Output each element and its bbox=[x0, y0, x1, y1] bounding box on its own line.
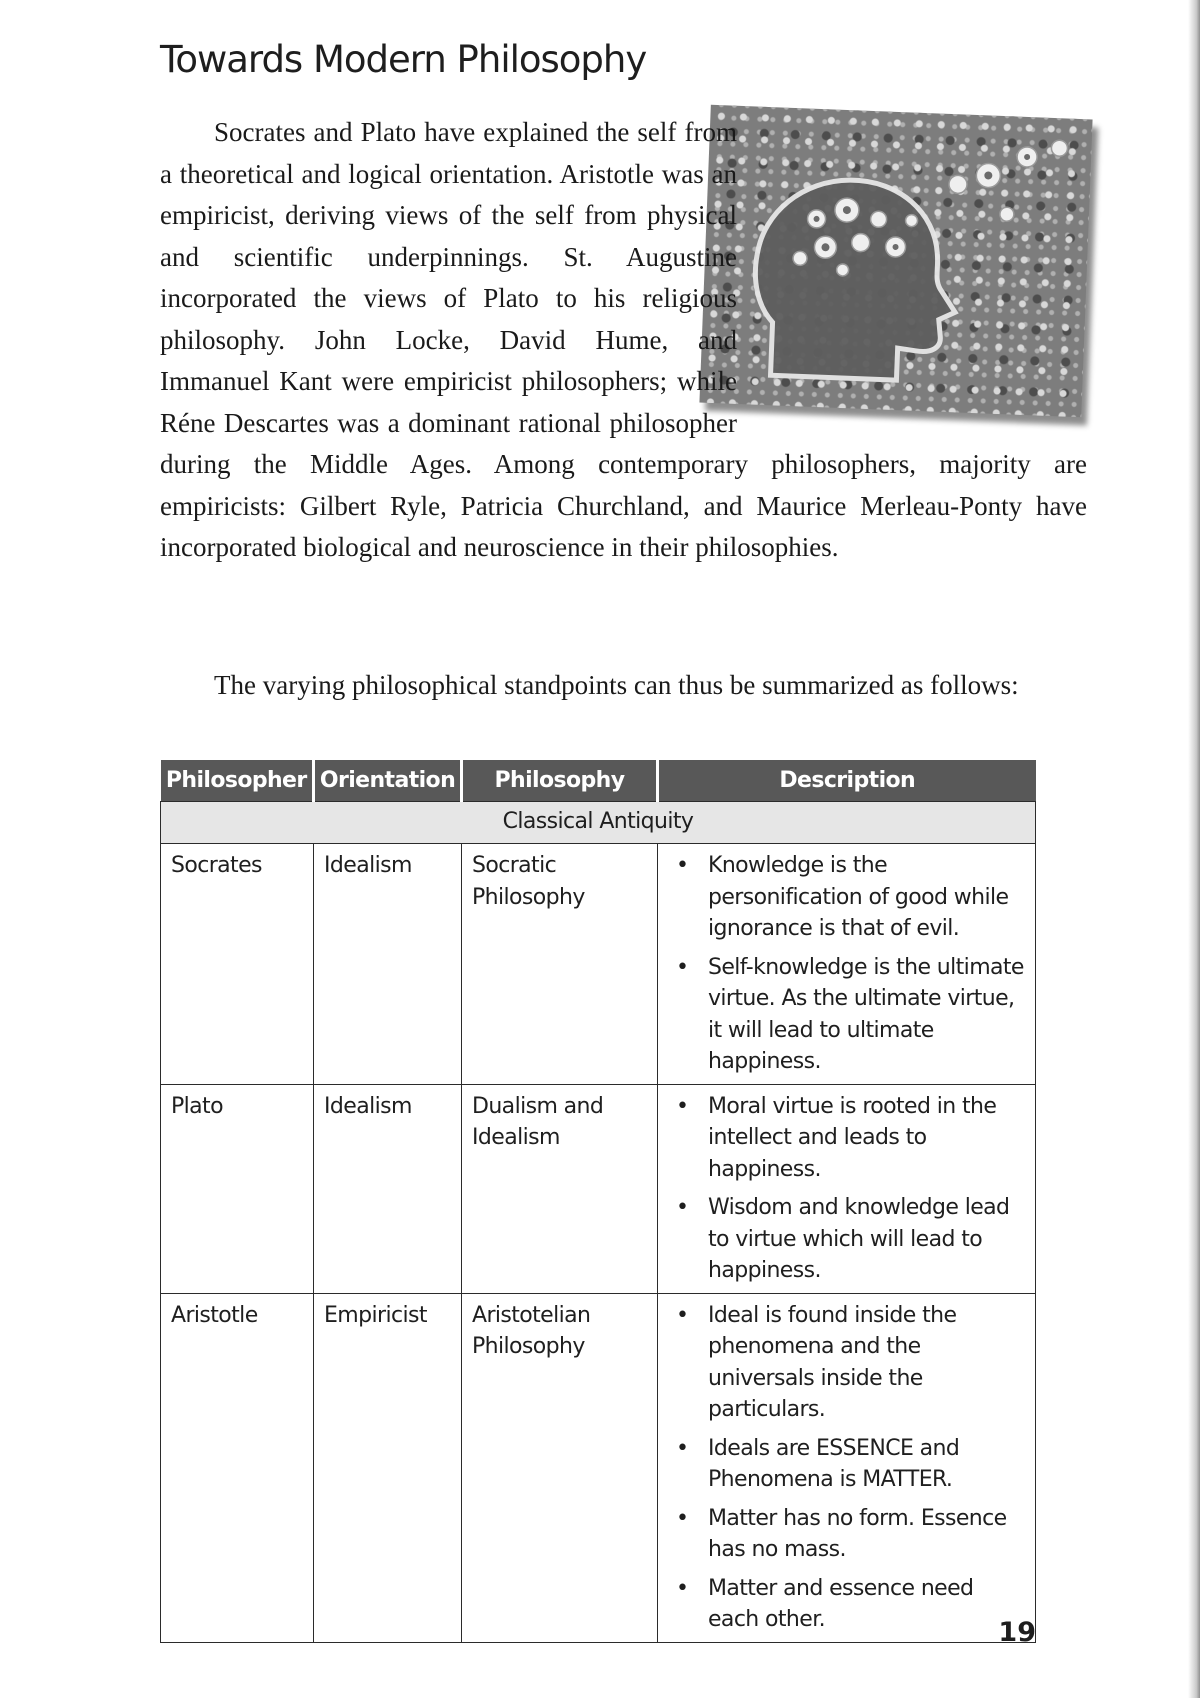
description-list bbox=[668, 850, 1025, 1078]
table-row bbox=[161, 1293, 1036, 1642]
description-text: Matter and essence need each other. bbox=[708, 1575, 974, 1632]
list-item bbox=[668, 1433, 1025, 1496]
description-text: Ideal is found inside the phenomena and the universals inside the particulars. bbox=[708, 1302, 957, 1422]
philosophers-summary-table bbox=[160, 760, 1036, 1643]
bullet-icon: • bbox=[676, 1575, 689, 1601]
list-item bbox=[668, 1573, 1025, 1636]
cell-philosopher: Plato bbox=[161, 1084, 314, 1293]
intro-paragraph bbox=[160, 112, 1087, 569]
header-orientation: Orientation bbox=[314, 760, 462, 802]
page-number: 19 bbox=[998, 1617, 1036, 1648]
summary-intro-paragraph bbox=[160, 665, 1034, 707]
page-title: Towards Modern Philosophy bbox=[160, 38, 647, 81]
description-text: Wisdom and knowledge lead to virtue which will lead to happiness. bbox=[708, 1195, 1010, 1283]
cell-description bbox=[658, 1293, 1036, 1642]
cell-philosopher: Aristotle bbox=[161, 1293, 314, 1642]
header-philosophy: Philosophy bbox=[462, 760, 658, 802]
intro-paragraph-text: Socrates and Plato have explained the self from a theoretical and logical orientation. Aristotle was an empiricist, deriving views of the self from physical and scientific underpinnings. St. Augustine incorporated the views of Plato to his religious philosophy. John Locke, David Hume, and Immanuel Kant were empiricist philosophers; while Réne Descartes was a dominant rational philosopher during the Middle Ages. Among contemporary philosophers, majority are empiricists: Gilbert Ryle, Patricia Churchland, and Maurice Merleau-Ponty have incorporated biological and neuroscience in their philosophies. bbox=[160, 117, 1087, 562]
description-text: Moral virtue is rooted in the intellect and leads to happiness. bbox=[708, 1093, 997, 1182]
list-item bbox=[668, 1503, 1025, 1566]
description-list bbox=[668, 1091, 1025, 1287]
list-item bbox=[668, 952, 1025, 1078]
list-item bbox=[668, 1192, 1025, 1287]
header-description: Description bbox=[658, 760, 1036, 802]
cell-philosopher: Socrates bbox=[161, 844, 314, 1085]
bullet-icon: • bbox=[676, 853, 689, 878]
list-item bbox=[668, 1091, 1025, 1186]
bullet-icon: • bbox=[676, 1195, 689, 1220]
bullet-icon: • bbox=[676, 1302, 689, 1328]
cell-philosophy: Dualism and Idealism bbox=[462, 1084, 658, 1293]
bullet-icon: • bbox=[676, 1505, 689, 1531]
summary-intro-text: The varying philosophical standpoints can thus be summarized as follows: bbox=[214, 670, 1019, 700]
cell-description bbox=[658, 1084, 1036, 1293]
table-row bbox=[161, 844, 1036, 1085]
cell-orientation: Empiricist bbox=[314, 1293, 462, 1642]
section-classical-antiquity: Classical Antiquity bbox=[161, 802, 1036, 844]
description-text: Self-knowledge is the ultimate virtue. As the ultimate virtue, it will lead to ultimate happiness. bbox=[708, 954, 1024, 1074]
bullet-icon: • bbox=[676, 954, 689, 980]
table-header-row bbox=[161, 760, 1036, 802]
bullet-icon: • bbox=[676, 1435, 689, 1461]
cell-philosophy: Aristotelian Philosophy bbox=[462, 1293, 658, 1642]
cell-orientation: Idealism bbox=[314, 1084, 462, 1293]
description-list bbox=[668, 1300, 1025, 1636]
description-text: Matter has no form. Essence has no mass. bbox=[708, 1505, 1007, 1562]
page-edge-shadow bbox=[1188, 0, 1200, 1698]
list-item bbox=[668, 850, 1025, 945]
section-row bbox=[161, 802, 1036, 844]
bullet-icon: • bbox=[676, 1093, 689, 1119]
cell-description bbox=[658, 844, 1036, 1085]
figure-text-wrap-space bbox=[737, 112, 1087, 434]
description-text: Ideals are ESSENCE and Phenomena is MATTER. bbox=[708, 1435, 960, 1492]
list-item bbox=[668, 1300, 1025, 1426]
cell-philosophy: Socratic Philosophy bbox=[462, 844, 658, 1085]
header-philosopher: Philosopher bbox=[161, 760, 314, 802]
description-text: Knowledge is the personification of good while ignorance is that of evil. bbox=[708, 853, 1009, 941]
cell-orientation: Idealism bbox=[314, 844, 462, 1085]
table-row bbox=[161, 1084, 1036, 1293]
